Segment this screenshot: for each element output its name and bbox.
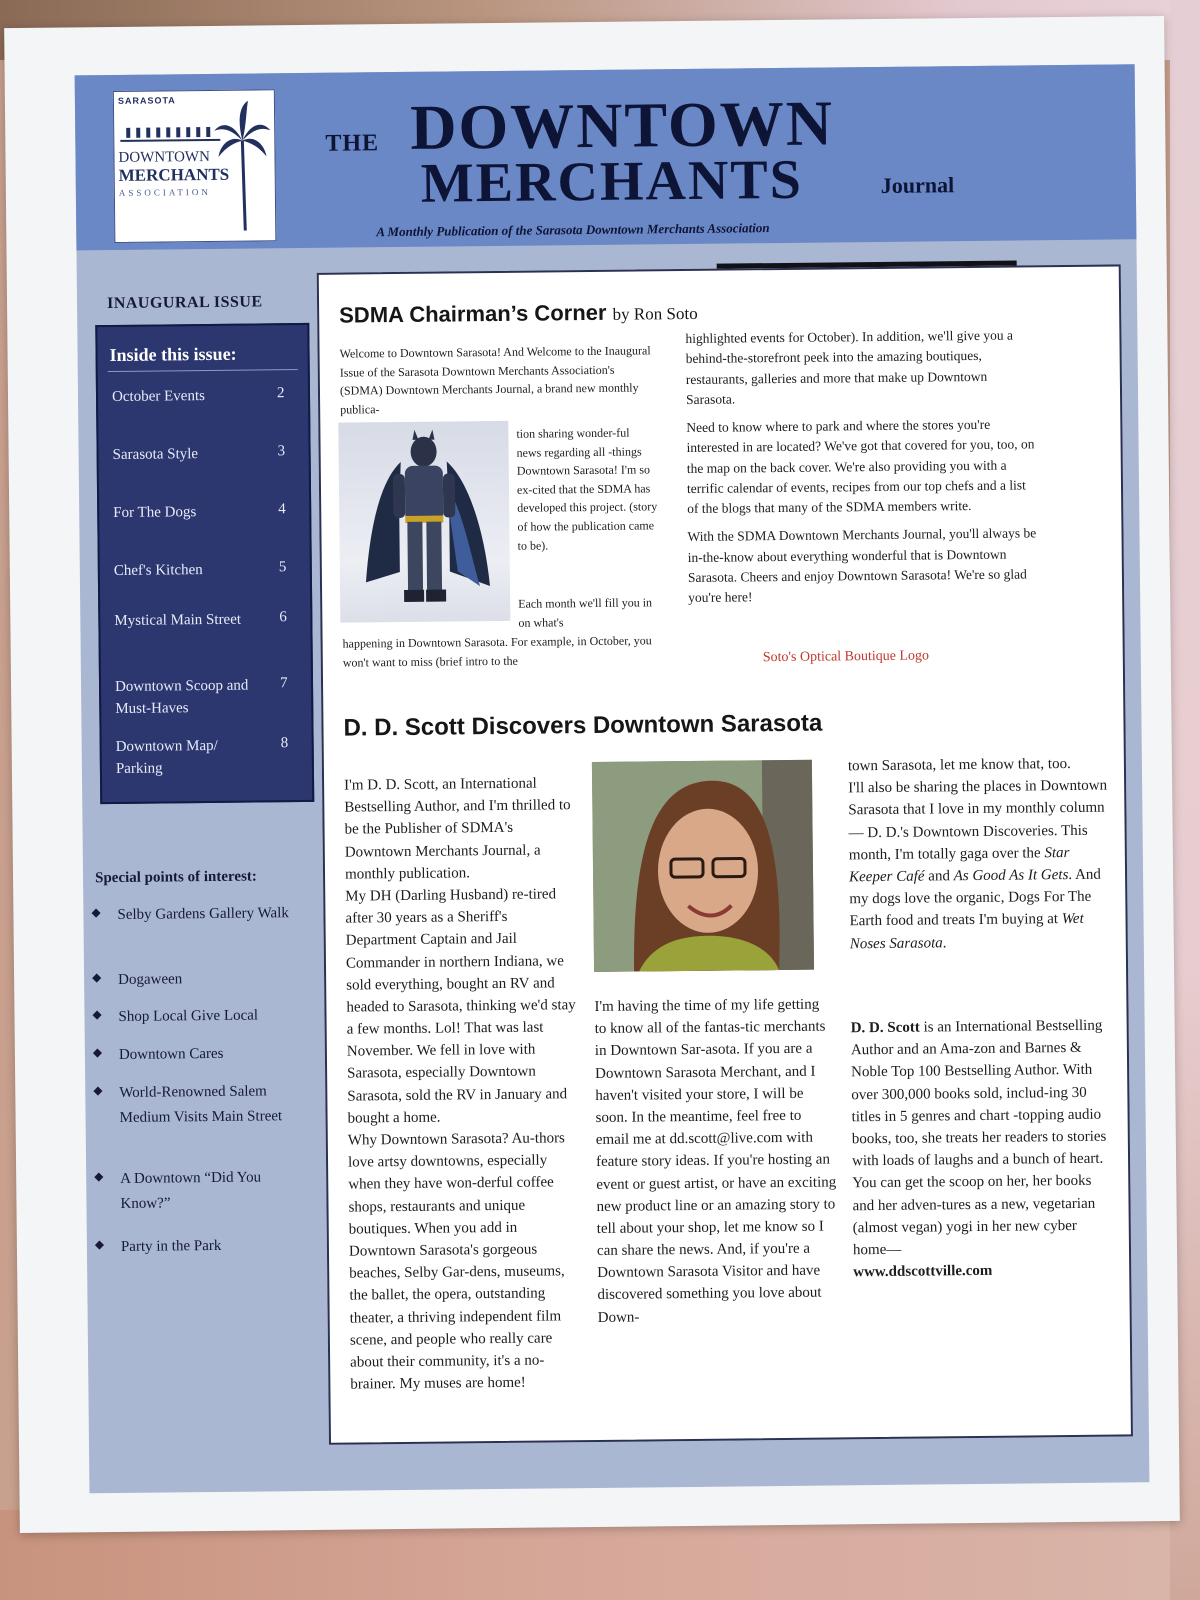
special-point-item — [91, 901, 301, 928]
special-point-text: Selby Gardens Gallery Walk — [117, 905, 289, 923]
article1-wrap-continued: Each month we'll fill you in on what's — [518, 595, 653, 630]
col3-text-b: and — [924, 868, 954, 885]
toc-item-page: 7 — [279, 675, 288, 692]
toc-heading: Inside this issue: — [109, 343, 237, 366]
association-logo — [113, 89, 277, 243]
logo-merchants-text: MERCHANTS — [118, 164, 230, 185]
toc-item-label: Mystical Main Street — [114, 611, 242, 629]
toc-item-page: 3 — [277, 443, 286, 460]
special-point-text: Party in the Park — [120, 1237, 222, 1255]
article2-column-2 — [594, 993, 837, 1328]
title-the: THE — [325, 130, 380, 157]
article2-col3-p2 — [848, 775, 1110, 955]
article1-wrap: tion sharing wonder-ful news regarding all -things Downtown Sarasota! I'm so ex-cited that the SDMA has developed this project. (story of how the publication came to be). — [516, 425, 658, 553]
author-bio-paragraph — [851, 1015, 1114, 1262]
toc-item-page: 8 — [280, 735, 289, 752]
special-point-text: A Downtown “Did You Know?” — [120, 1169, 262, 1212]
special-point-text: Downtown Cares — [118, 1045, 224, 1063]
toc-item-label: Sarasota Style — [112, 446, 199, 464]
toc-item-label: Downtown Scoop and Must-Haves — [114, 677, 249, 717]
special-point-text: Dogaween — [118, 971, 183, 988]
toc-item-label: Downtown Map/ Parking — [115, 737, 218, 777]
article1-right-p1: highlighted events for October). In addition, we'll give you a behind-the-storefront peek into the amazing boutiques, restaurants, galleries and more that make up Downtown Sarasota. — [685, 327, 1013, 407]
logo-association-text: ASSOCIATION — [118, 186, 211, 198]
col3-text-d: . — [942, 934, 947, 951]
bullet-icon: ◆ — [93, 1083, 103, 1098]
title-downtown: DOWNTOWN — [409, 87, 835, 163]
special-point-item — [93, 1041, 303, 1068]
toc-item-label: October Events — [111, 388, 205, 406]
bullet-icon: ◆ — [92, 970, 102, 985]
toc-item — [112, 385, 302, 409]
author-website-link[interactable]: www.ddscottville.com — [853, 1262, 993, 1281]
superhero-figure-image — [338, 421, 510, 623]
table-of-contents — [95, 323, 314, 804]
toc-item-page: 2 — [276, 385, 285, 402]
col3-text-a: I'll also be sharing the places in Downtown Sarasota that I love in my monthly column — D. D.'s Downtown Discoveries. This month, I'm totally gaga over the — [848, 777, 1108, 864]
article1-byline: by Ron Soto — [612, 303, 698, 324]
page-frame — [75, 64, 1150, 1493]
newsletter-page — [4, 16, 1180, 1533]
toc-item — [115, 675, 305, 720]
article2-title: D. D. Scott Discovers Downtown Sarasota — [343, 709, 823, 742]
article2-col1-p1: I'm D. D. Scott, an International Bestselling Author, and I'm thrilled to be the Publisher of SDMA's Downtown Merchants Journal, a monthly publication. — [344, 775, 571, 883]
article2-col1-p3: Why Downtown Sarasota? Au-thors love artsy downtowns, especially when they have won-derful coffee shops, restaurants and unique boutiques. When you add in Downtown Sarasota's gorgeous beaches, Selby Gar-dens, museums, the ballet, the opera, outstanding theater, a thriving independent film scene, and people who really care about their community, it's a no-brainer. My muses are home! — [347, 1130, 565, 1393]
logo-downtown-text: DOWNTOWN — [118, 148, 210, 166]
toc-item — [114, 559, 304, 583]
bullet-icon: ◆ — [92, 1045, 103, 1060]
wet-noses-text: Wet Noses Sarasota — [849, 911, 1084, 952]
special-points-heading: Special points of interest: — [94, 868, 257, 887]
author-bio-name: D. D. Scott — [850, 1019, 920, 1037]
article1-right-column — [685, 325, 1038, 616]
special-point-text: Shop Local Give Local — [118, 1007, 259, 1025]
bullet-icon: ◆ — [94, 1169, 104, 1184]
content-panel — [317, 264, 1133, 1444]
special-point-item — [93, 1079, 304, 1131]
special-point-item — [92, 1003, 302, 1030]
title-merchants: MERCHANTS — [420, 148, 804, 215]
toc-item — [114, 609, 304, 633]
superhero-figure-icon — [338, 421, 510, 623]
article2-col3-p1: town Sarasota, let me know that, too. — [847, 755, 1071, 775]
article1-right-p3: With the SDMA Downtown Merchants Journal, you'll always be in-the-know about everything wonderful that is Downtown Sarasota. Cheers and enjoy Downtown Sarasota! We're so glad you're here! — [687, 525, 1037, 605]
author-bio — [851, 1015, 1114, 1284]
article1-intro: Welcome to Downtown Sarasota! And Welcome to the Inaugural Issue of the Sarasota Downtown Merchants Association's (SDMA) Downtown Merchants Journal, a brand new monthly publica- — [339, 343, 651, 417]
special-point-text: World-Renowned Salem Medium Visits Main Street — [119, 1083, 283, 1126]
special-point-item — [95, 1233, 305, 1260]
article1-right-p2: Need to know where to park and where the stores you're interested in are located? We've got that covered for you, too, on the map on the back cover. We're also providing you with a terrific calendar of events, recipes from our top chefs and a list of the blogs that many of the SDMA members write. — [686, 416, 1035, 516]
star-keeper-cafe-text: Star Keeper Café — [849, 844, 1070, 886]
bullet-icon: ◆ — [94, 1237, 105, 1252]
bullet-icon: ◆ — [91, 905, 101, 920]
author-portrait-icon — [592, 760, 814, 972]
title-journal: Journal — [880, 172, 955, 198]
sponsor-logo-placeholder: Soto's Optical Boutique Logo — [762, 648, 930, 666]
article1-title-text: SDMA Chairman’s Corner — [339, 299, 607, 328]
toc-item — [113, 501, 303, 525]
as-good-as-it-gets-text: As Good As It Gets — [953, 866, 1069, 885]
toc-item-page: 4 — [278, 501, 286, 518]
toc-item — [113, 443, 303, 467]
special-point-item — [92, 966, 302, 993]
article2-col1-p2: My DH (Darling Husband) re-tired after 30 years as a Sheriff's Department Captain and Jail Commander in northern Indiana, we sold everything, bought an RV and headed to Sarasota, thinking we'd stay a few months. Lol! That was last November. We fell in love with Sarasota, especially Downtown Sarasota, sold the RV in January and bought a home. — [345, 886, 576, 1127]
author-portrait-image — [592, 760, 814, 972]
bullet-icon: ◆ — [92, 1007, 102, 1022]
toc-item-page: 5 — [278, 559, 287, 576]
building-icon — [120, 107, 220, 142]
article2-column-3 — [848, 753, 1110, 955]
article2-col2-p1: I'm having the time of my life getting to know all of the fantas-tic merchants in Downtown Sar-asota. If you are a Downtown Sarasota Merchant, and I haven't visited your store, I will be soon. In the meantime, feel free to email me at dd.scott@live.com with feature story ideas. If you're hosting an event or guest artist, or have an exciting new product line or an amazing story to tell about your shop, let me know so I can share the news. And, if you're a Downtown Sarasota Visitor and have discovered something you love about Down- — [594, 996, 837, 1326]
masthead — [75, 64, 1137, 250]
masthead-tagline: A Monthly Publication of the Sarasota Downtown Merchants Association — [376, 220, 770, 240]
col3-text-c: . And my dogs love the organic, Dogs For The Earth food and treats I'm buying at — [849, 866, 1101, 930]
special-point-item — [94, 1165, 305, 1217]
toc-item-label: For The Dogs — [113, 504, 197, 521]
article1-title — [339, 299, 698, 329]
toc-item-page: 6 — [279, 609, 287, 626]
logo-top-text: SARASOTA — [117, 95, 176, 106]
toc-item — [116, 735, 306, 780]
toc-item-label: Chef's Kitchen — [113, 562, 203, 579]
article2-column-1 — [344, 772, 585, 1396]
inaugural-issue-label: INAUGURAL ISSUE — [106, 293, 263, 313]
article1-bottom: happening in Downtown Sarasota. For example, in October, you won't want to miss (brief intro to the — [342, 633, 652, 670]
toc-divider — [108, 369, 298, 372]
author-bio-text: is an International Bestselling Author and an Ama-zon and Barnes & Noble Top 100 Bestselling Author. With over 300,000 books sold, includ-ing 30 titles in 5 genres and chart -topping audio books, too, she treats her readers to stories with loads of laughs and a bunch of heart. You can get the scoop on her, her books and her adven-tures as a new, vegetarian (almost vegan) yogi in her new cyber home— — [850, 1017, 1107, 1259]
